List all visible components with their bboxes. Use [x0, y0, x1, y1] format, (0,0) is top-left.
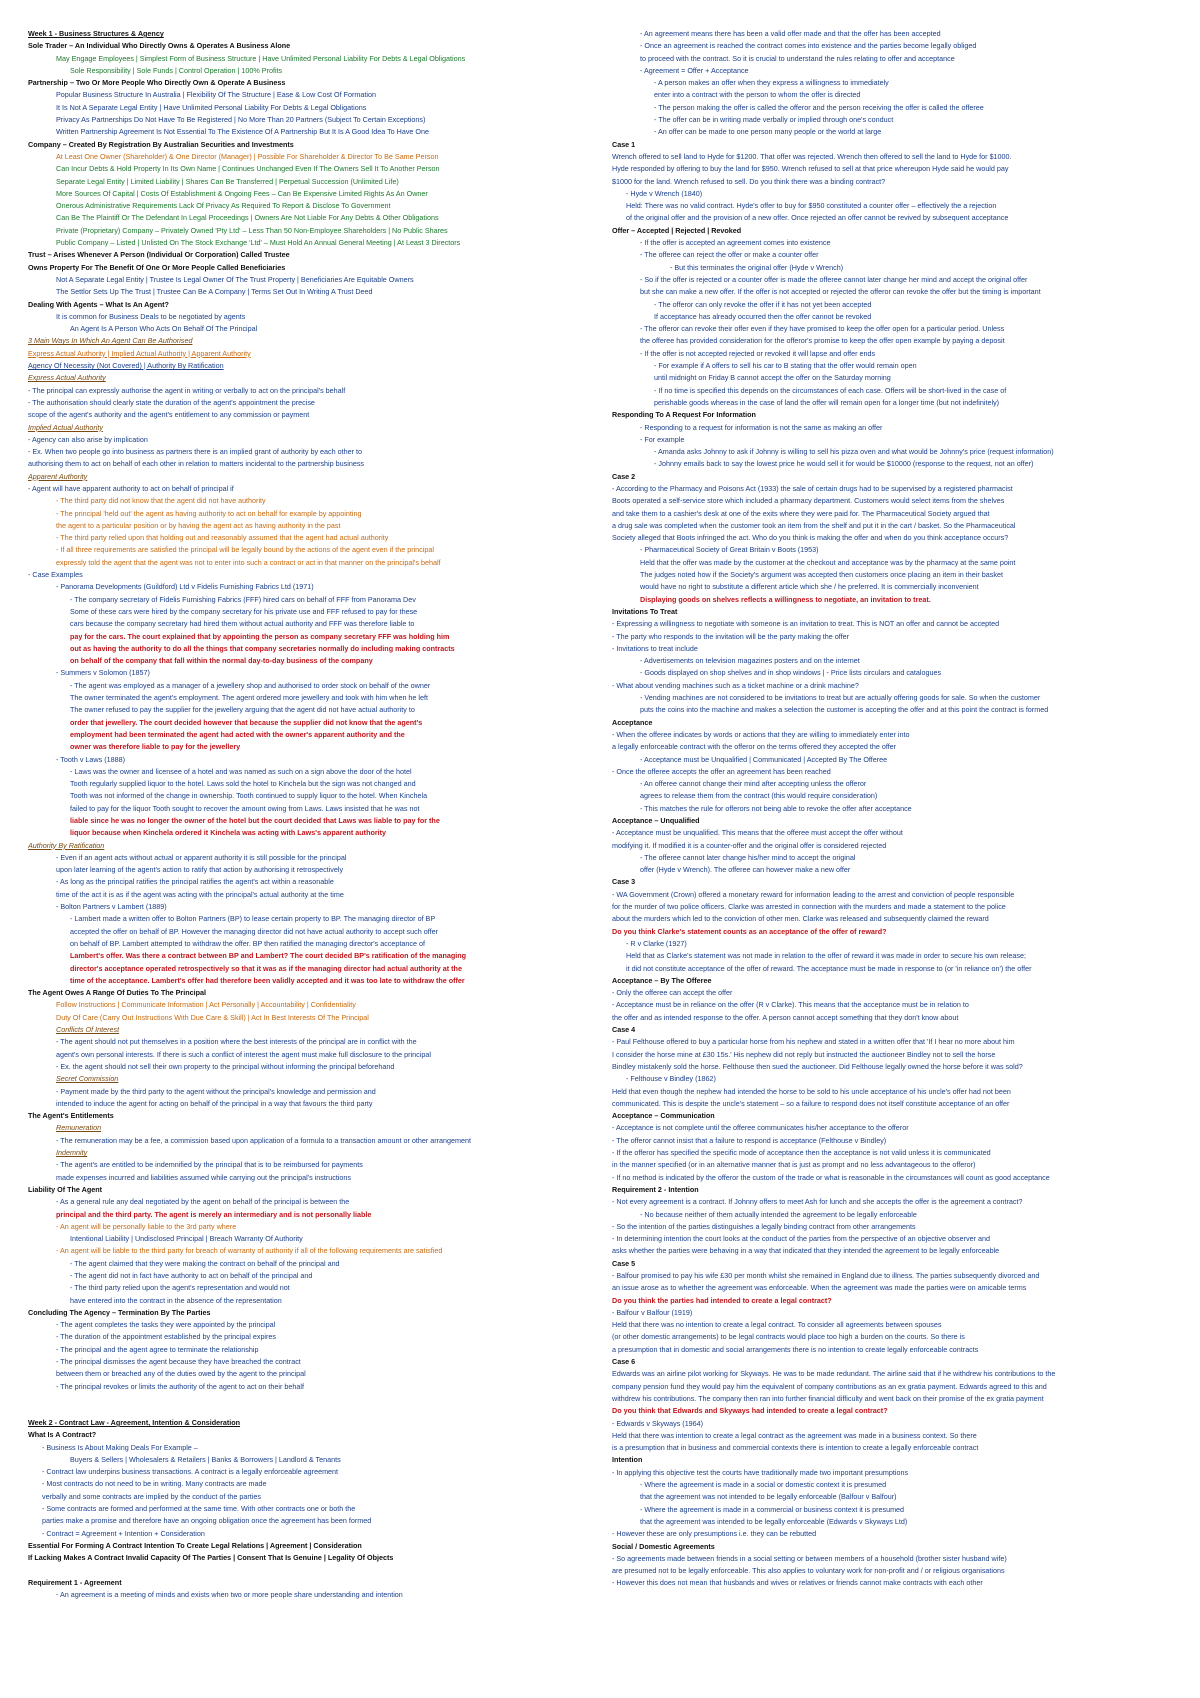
text-line: - Balfour promised to pay his wife £30 per month whilst she remained in England due to illness. The parties subsequently divorced and — [612, 1270, 1040, 1280]
text-line: - In determining intention the court looks at the conduct of the parties from the perspective of an objective observer and — [612, 1234, 990, 1244]
text-line: The Settlor Sets Up The Trust | Trustee Can Be A Company | Terms Set Out In Writing A Trust Deed — [56, 287, 373, 297]
text-line: to proceed with the contract. So it is crucial to understand the rules relating to offer and acceptance — [640, 53, 955, 63]
section-heading: Company – Created By Registration By Australian Securities and Investments — [28, 139, 294, 149]
text-line: Held that as Clarke's statement was not made in relation to the offer of reward it was made in order to secure his own release; — [626, 951, 1026, 961]
text-line: Intentional Liability | Undisclosed Principal | Breach Warranty Of Authority — [70, 1234, 303, 1244]
text-line: - The offeror can revoke their offer even if they have promised to keep the offer open for a particular period. Unless — [640, 324, 1005, 334]
text-line: - If no time is specified this depends on the circumstances of each case. Offers will be short-lived in the case of — [654, 385, 1007, 395]
text-line: - Balfour v Balfour (1919) — [612, 1307, 693, 1317]
text-line: Held that there was intention to create a legal contract as the agreement was made in a business context. So there — [612, 1430, 977, 1440]
text-line: Follow Instructions | Communicate Information | Act Personally | Accountability | Confidentiality — [56, 1000, 356, 1010]
text-line: - However this does not mean that husbands and wives or relatives or friends cannot make contracts with each other — [612, 1578, 983, 1588]
text-line: perishable goods whereas in the case of land the offer will remain open for a longer time (but not indefinitely) — [654, 397, 1000, 407]
text-line: - Invitations to treat include — [612, 643, 698, 653]
text-line: on behalf of BP. Lambert attempted to withdraw the offer. BP then ratified the managing director's acceptance of — [70, 938, 425, 948]
text-line: Secret Commission — [56, 1074, 119, 1084]
text-line: - However these are only presumptions i.e. they can be rebutted — [612, 1529, 817, 1539]
text-line — [28, 1393, 576, 1405]
text-line: company pension fund they would pay him the equivalent of company contributions as an ex gratia payment. Edwards agreed to this and — [612, 1381, 1047, 1391]
text-line: - This matches the rule for offerors not being able to revoke the offer after acceptance — [640, 803, 912, 813]
text-line: - The offeror cannot insist that a failure to respond is acceptance (Felthouse v Bindley) — [612, 1135, 887, 1145]
text-line: time of the act it is as if the agent was acting with the principal's actual authority at the time — [56, 889, 344, 899]
right-column — [612, 28, 1160, 1590]
text-line: Written Partnership Agreement Is Not Essential To The Existence Of A Partnership But It Is A Good Idea To Have One — [56, 127, 430, 137]
text-line: - Once the offeree accepts the offer an agreement has been reached — [612, 766, 831, 776]
text-line: on behalf of the company that fall within the normal day-to-day business of the company — [70, 656, 373, 666]
text-line: - Only the offeree can accept the offer — [612, 988, 733, 998]
section-heading: Dealing With Agents – What Is An Agent? — [28, 299, 169, 309]
text-line: - The offeror can only revoke the offer if it has not yet been accepted — [654, 299, 872, 309]
section-heading: Requirement 1 - Agreement — [28, 1577, 122, 1587]
text-line: Remuneration — [56, 1123, 102, 1133]
left-column — [28, 28, 576, 1601]
text-line: - WA Government (Crown) offered a monetary reward for information leading to the arrest and conviction of people responsible — [612, 889, 1015, 899]
text-line: - The company secretary of Fidelis Furnishing Fabrics (FFF) hired cars on behalf of FFF from Panorama Dev — [70, 594, 416, 604]
text-line: for the murder of two police officers. Clarke was arrested in connection with the murders and made a statement to the police — [612, 902, 1006, 912]
text-line: - Business Is About Making Deals For Example – — [42, 1442, 198, 1452]
text-line: made expenses incurred and liabilities assumed while carrying out the principal's instructions — [56, 1172, 352, 1182]
text-line: Wrench offered to sell land to Hyde for $1200. That offer was rejected. Wrench then offered to sell the land to Hyde for $1000. — [612, 151, 1012, 161]
text-line: - Not every agreement is a contract. If Johnny offers to meet Ash for lunch and she accepts the offer is the agreement a contract? — [612, 1197, 1023, 1207]
section-heading: Acceptance – By The Offeree — [612, 975, 712, 985]
text-line — [28, 1405, 576, 1417]
text-line: - Vending machines are not considered to be invitations to treat but are actually offering goods for sale. So when the customer — [640, 693, 1041, 703]
text-line: Do you think that Edwards and Skyways had intended to create a legal contract? — [612, 1406, 888, 1416]
text-line: - Acceptance must be Unqualified | Communicated | Accepted By The Offeree — [640, 754, 888, 764]
text-line: - Paul Felthouse offered to buy a particular horse from his nephew and stated in a written offer that 'If I hear no more about him — [612, 1037, 1015, 1047]
text-line: - Acceptance is not complete until the offeree communicates his/her acceptance to the offeror — [612, 1123, 909, 1133]
text-line: - An offeree cannot change their mind after accepting unless the offeror — [640, 779, 867, 789]
text-line: Can Be The Plaintiff Or The Defendant In Legal Proceedings | Owners Are Not Liable For Any Debts & Other Obligations — [56, 213, 439, 223]
text-line: time of the acceptance. Lambert's offer had therefore been validly accepted and it was too late to withdraw the offer — [70, 975, 465, 985]
section-heading: Case 5 — [612, 1258, 636, 1268]
text-line: - Ex. When two people go into business as partners there is an implied grant of authority by each other to — [28, 447, 363, 457]
text-line: - A person makes an offer when they express a willingness to immediately — [654, 78, 889, 88]
text-line: would have no right to substitute a different article which she / he preferred. It is commercially inconvenient — [640, 582, 979, 592]
text-line: - Johnny emails back to say the lowest price he would sell it for would be $10000 (response to the request, not an offer) — [654, 459, 1034, 469]
text-line: - The principal revokes or limits the authority of the agent to act on their behalf — [56, 1381, 304, 1391]
section-heading: Owns Property For The Benefit Of One Or More People Called Beneficiaries — [28, 262, 286, 272]
text-line: - Lambert made a written offer to Bolton Partners (BP) to lease certain property to BP. The managing director of BP — [70, 914, 436, 924]
section-heading: Acceptance – Communication — [612, 1111, 715, 1121]
text-line: - Even if an agent acts without actual or apparent authority it is still possible for the principal — [56, 852, 347, 862]
text-line: Bindley mistakenly sold the horse. Felthouse then sued the auctioneer. Did Felthouse legally owned the horse before it was sold? — [612, 1061, 1023, 1071]
text-line: out as having the authority to do all the things that company secretaries normally do including making contracts — [70, 643, 455, 653]
text-line: - According to the Pharmacy and Poisons Act (1933) the sale of certain drugs had to be supervised by a registered pharmacist — [612, 483, 1013, 493]
text-line: until midnight on Friday B cannot accept the offer on the Saturday morning — [654, 373, 891, 383]
section-heading: Concluding The Agency – Termination By The Parties — [28, 1307, 211, 1317]
text-line: Held that there was no intention to create a legal contract. To consider all agreements between spouses — [612, 1320, 942, 1330]
text-line: - In applying this objective test the courts have traditionally made two important presumptions — [612, 1467, 909, 1477]
text-line: - The authorisation should clearly state the duration of the agent's appointment the precise — [28, 397, 315, 407]
section-heading: Essential For Forming A Contract Intention To Create Legal Relations | Agreement | Consideration — [28, 1540, 362, 1550]
text-line: Held that even though the nephew had intended the horse to be sold to his uncle acceptance of his uncle's offer had not been — [612, 1086, 1011, 1096]
text-line: - The agent's are entitled to be indemnified by the principal that is to be reimbursed for payments — [56, 1160, 363, 1170]
text-line: I consider the horse mine at £30 15s.' His nephew did not reply but instructed the auctioneer Bindley not to sell the horse — [612, 1049, 996, 1059]
text-line: - The third party relied upon that holding out and reasonably assumed that the agent had actual authority — [56, 533, 389, 543]
text-line: puts the coins into the machine and makes a selection the customer is accepting the offer and at this point the contract is formed — [640, 705, 1049, 715]
text-line: - Goods displayed on shop shelves and in shop windows | - Price lists circulars and catalogues — [640, 668, 942, 678]
text-line: May Engage Employees | Simplest Form of Business Structure | Have Unlimited Personal Liability For Debts & Legal Obligations — [56, 53, 466, 63]
text-line: - The offer can be in writing made verbally or implied through one's conduct — [654, 115, 894, 125]
text-line: - If the offeror has specified the specific mode of acceptance then the acceptance is not valid unless it is communicated — [612, 1148, 991, 1158]
section-heading: The Agent's Entitlements — [28, 1111, 114, 1121]
text-line: - As long as the principal ratifies the principal ratifies the agent's act within a reasonable — [56, 877, 334, 887]
text-line: The owner terminated the agent's employment. The agent ordered more jewellery and took with him when he left — [70, 693, 429, 703]
text-line: of the original offer and the provision of a new offer. Once rejected an offer cannot be revived by subsequent acceptance — [626, 213, 1009, 223]
section-heading: Requirement 2 - Intention — [612, 1184, 699, 1194]
text-line: scope of the agent's authority and the agent's entitlement to any commission or payment — [28, 410, 310, 420]
text-line: agent's own personal interests. If there is such a conflict of interest the agent must make full disclosure to the principal — [56, 1049, 431, 1059]
text-line: but she can make a new offer. If the offer is not accepted or rejected the offeror can revoke the offer but the timing is important — [640, 287, 1041, 297]
text-line: Held that the offer was made by the customer at the checkout and acceptance was by the pharmacy at the same point — [640, 557, 1016, 567]
text-line: - Some contracts are formed and performed at the same time. With other contracts one or both the — [42, 1504, 356, 1514]
text-line: a legally enforceable contract with the offeror on the terms offered they accepted the offer — [612, 742, 897, 752]
text-line: - Felthouse v Bindley (1862) — [626, 1074, 716, 1084]
section-heading: Offer – Accepted | Rejected | Revoked — [612, 225, 742, 235]
text-line: have entered into the contract in the absence of the representation — [70, 1295, 282, 1305]
text-line: - Pharmaceutical Society of Great Britain v Boots (1953) — [640, 545, 819, 555]
text-line: Popular Business Structure In Australia | Flexibility Of The Structure | Ease & Low Cost Of Formation — [56, 90, 376, 100]
text-line: a presumption that in domestic and social arrangements there is no intention to create legally enforceable contracts — [612, 1344, 979, 1354]
text-line: Do you think the parties had intended to create a legal contract? — [612, 1295, 832, 1305]
text-line: - The agent claimed that they were making the contract on behalf of the principal and — [70, 1258, 340, 1268]
section-heading: Case 3 — [612, 877, 636, 887]
section-heading: Liability Of The Agent — [28, 1184, 103, 1194]
text-line: cars because the company secretary had hired them without actual authority and FFF was therefore liable to — [70, 619, 415, 629]
text-line: Do you think Clarke's statement counts as an acceptance of the offer of reward? — [612, 926, 887, 936]
section-heading: The Agent Owes A Range Of Duties To The Principal — [28, 988, 206, 998]
text-line: Private (Proprietary) Company – Privately Owned 'Pty Ltd' – Less Than 50 Non-Employee Shareholders | No Public Shares — [56, 225, 448, 235]
text-line: parties make a promise and therefore have an ongoing obligation once the agreement has been formed — [42, 1516, 372, 1526]
text-line: The judges noted how if the Society's argument was accepted then customers once placing an item in their basket — [640, 570, 1003, 580]
text-line: - The agent did not in fact have authority to act on behalf of the principal and — [70, 1270, 313, 1280]
section-heading: Acceptance — [612, 717, 653, 727]
text-line: Separate Legal Entity | Limited Liability | Shares Can Be Transferred | Perpetual Succession (Unlimited Life) — [56, 176, 399, 186]
text-line: - The agent completes the tasks they were appointed by the principal — [56, 1320, 276, 1330]
text-line: an issue arose as to whether the agreement was enforceable. When the agreement was made the parties were on amicable terms — [612, 1283, 1027, 1293]
text-line: Can Incur Debts & Hold Property In Its Own Name | Continues Unchanged Even If The Owners Sell It To Another Person — [56, 164, 440, 174]
text-line: pay for the cars. The court explained that by appointing the person as company secretary FFF was holding him — [70, 631, 450, 641]
text-line: a drug sale was completed when the customer took an item from the shelf and put it in the cart / basket. So the Pharmaceutical — [612, 520, 1016, 530]
text-line: - An agent will be personally liable to the 3rd party where — [56, 1221, 237, 1231]
text-line: - Summers v Solomon (1857) — [56, 668, 150, 678]
text-line: - The principal can expressly authorise the agent in writing or verbally to act on the principal's behalf — [28, 385, 346, 395]
text-line: order that jewellery. The court decided however that because the supplier did not know that the agent's — [70, 717, 423, 727]
text-line: - Where the agreement is made in a social or domestic context it is presumed — [640, 1480, 887, 1490]
text-line: liquor because when Kinchela ordered it Kinchela was acting with Laws's apparent authority — [70, 828, 387, 838]
text-line: - Where the agreement is made in a commercial or business context it is presumed — [640, 1504, 905, 1514]
text-line: - When the offeree indicates by words or actions that they are willing to immediately enter into — [612, 729, 910, 739]
text-line: Buyers & Sellers | Wholesalers & Retailers | Banks & Borrowers | Landlord & Tenants — [70, 1454, 341, 1464]
text-line: accepted the offer on behalf of BP. However the managing director did not have actual authority to accept such offer — [70, 926, 438, 936]
text-line: Public Company – Listed | Unlisted On The Stock Exchange 'Ltd' – Must Hold An Annual General Meeting | At Least 3 Directors — [56, 238, 461, 248]
text-line: - The party who responds to the invitation will be the party making the offer — [612, 631, 850, 641]
text-line: - Expressing a willingness to negotiate with someone is an invitation to treat. This is NOT an offer and cannot be accepted — [612, 619, 1000, 629]
text-line: - The third party did not know that the agent did not have authority — [56, 496, 266, 506]
text-line: If acceptance has already occurred then the offer cannot be revoked — [654, 311, 872, 321]
text-line: Express Actual Authority — [28, 373, 106, 383]
section-heading: Intention — [612, 1455, 643, 1465]
text-line: failed to pay for the liquor Tooth sought to recover the amount owing from Laws. Laws insisted that he was not — [70, 803, 420, 813]
text-line: authorising them to act on behalf of each other in relation to matters incidental to the partnership business — [28, 459, 365, 469]
text-line: - Agreement = Offer + Acceptance — [640, 65, 749, 75]
text-line: - The principal 'held out' the agent as having authority to act on behalf for example by appointing — [56, 508, 362, 518]
section-heading: Case 4 — [612, 1025, 636, 1035]
text-line: liable since he was no longer the owner of the hotel but the court decided that Laws was liable to pay for the — [70, 816, 440, 825]
text-line: It is common for Business Deals to be negotiated by agents — [56, 311, 246, 321]
text-line: - For example — [640, 434, 685, 444]
text-line: More Sources Of Capital | Costs Of Establishment & Ongoing Fees – Can Be Expensive Limited Rights As An Owner — [56, 188, 428, 198]
text-line: - Agent will have apparent authority to act on behalf of principal if — [28, 483, 234, 493]
text-line: about the murders which led to the conviction of other men. Clarke was released and subsequently claimed the reward — [612, 914, 989, 924]
text-line: - The agent was employed as a manager of a jewellery shop and authorised to order stock on behalf of the owner — [70, 680, 431, 690]
text-line: owner was therefore liable to pay for the jewellery — [70, 742, 241, 752]
text-line: - Responding to a request for information is not the same as making an offer — [640, 422, 883, 432]
text-line: upon later learning of the agent's action to ratify that action by authorising it retrospectively — [56, 865, 344, 875]
section-heading: If Lacking Makes A Contract Invalid Capacity Of The Parties | Consent That Is Genuine | Legality Of Objects — [28, 1553, 394, 1563]
text-line: - Acceptance must be in reliance on the offer (R v Clarke). This means that the acceptance must be in relation to — [612, 1000, 969, 1010]
text-line: - Advertisements on television magazines posters and on the internet — [640, 656, 860, 666]
text-line: Lambert's offer. Was there a contract between BP and Lambert? The court decided BP's ratification of the managing — [70, 951, 467, 961]
text-line: - Once an agreement is reached the contract comes into existence and the parties become legally obliged — [640, 41, 977, 51]
text-line: - So the intention of the parties distinguishes a legally binding contract from other arrangements — [612, 1221, 916, 1231]
text-line: - Case Examples — [28, 570, 83, 580]
text-line: - Tooth v Laws (1888) — [56, 754, 125, 764]
text-line: - Edwards v Skyways (1964) — [612, 1418, 704, 1428]
text-line: (or other domestic arrangements) to be legal contracts would place too high a burden on the courts. So there is — [612, 1332, 965, 1342]
text-line: expressly told the agent that the agent was not to enter into such a contract or act in that manner on the principal's behalf — [56, 557, 441, 567]
text-line: - An agent will be liable to the third party for breach of warranty of authority if all of the following requirements are satisfied — [56, 1246, 443, 1256]
section-heading: Case 2 — [612, 471, 636, 481]
text-line: Tooth regularly supplied liquor to the hotel. Laws sold the hotel to Kinchela but the sign was not changed and — [70, 779, 416, 789]
text-line: Duty Of Care (Carry Out Instructions With Due Care & Skill) | Act In Best Interests Of The Principal — [56, 1012, 369, 1022]
text-line: Conflicts Of Interest — [56, 1025, 120, 1035]
section-heading: Case 1 — [612, 139, 636, 149]
text-line: - If all three requirements are satisfied the principal will be legally bound by the actions of the agent even if the principal — [56, 545, 434, 555]
text-line: communicated. This is despite the uncle's statement – so a failure to respond does not itself constitute acceptance of an offer — [612, 1098, 1010, 1108]
text-line: - No because neither of them actually intended the agreement to be legally enforceable — [640, 1209, 917, 1219]
text-line: Some of these cars were hired by the company secretary for his private use and FFF refused to pay for these — [70, 606, 418, 616]
text-line: - The agent should not put themselves in a position where the best interests of the principal are in conflict with the — [56, 1037, 417, 1047]
text-line: principal and the third party. The agent is merely an intermediary and is not personally liable — [56, 1209, 372, 1219]
text-line — [28, 1565, 576, 1577]
section-heading: Sole Trader – An Individual Who Directly Owns & Operates A Business Alone — [28, 41, 291, 51]
text-line: Boots operated a self-service store which included a pharmacy department. Customers would select items from the shelves — [612, 496, 1005, 506]
text-line: is a presumption that in business and commercial contexts there is intention to create a legally enforceable contract — [612, 1443, 979, 1453]
text-line: - Amanda asks Johnny to ask if Johnny is willing to sell his pizza oven and what would be Johnny's price (request information) — [654, 447, 1054, 457]
text-line: Tooth was not informed of the change in ownership. Tooth continued to supply liquor to the hotel. When Kinchela — [70, 791, 428, 801]
section-heading: What Is A Contract? — [28, 1430, 97, 1440]
text-line: that the agreement was not intended to be legally enforceable (Balfour v Balfour) — [640, 1492, 897, 1502]
text-line: - Most contracts do not need to be in writing. Many contracts are made — [42, 1479, 267, 1489]
text-line: - The offeree cannot later change his/her mind to accept the original — [640, 852, 856, 862]
text-line: - What about vending machines such as a ticket machine or a drink machine? — [612, 680, 859, 690]
text-line: verbally and some contracts are implied by the conduct of the parties — [42, 1491, 261, 1501]
section-heading: Partnership – Two Or More People Who Directly Own & Operate A Business — [28, 78, 286, 88]
text-line: modifying it. If modified it is a counter-offer and the original offer is considered rejected — [612, 840, 887, 850]
text-line: - The offeree can reject the offer or make a counter offer — [640, 250, 819, 260]
text-line: that the agreement was intended to be legally enforceable (Edwards v Skyways Ltd) — [640, 1516, 908, 1526]
text-line: - Bolton Partners v Lambert (1889) — [56, 902, 167, 912]
text-line: - Payment made by the third party to the agent without the principal's knowledge and permission and — [56, 1086, 376, 1096]
text-line: are presumed not to be legally enforceable. This also applies to voluntary work for non-profit and / or religious organisations — [612, 1566, 1005, 1576]
text-line: - Acceptance must be unqualified. This means that the offeree must accept the offer without — [612, 828, 903, 838]
text-line: the agent to a particular position or by having the agent act as having authority in the past — [56, 520, 341, 530]
text-line: withdrew his contributions. The company then ran into further financial difficulty and went back on their promise of the ex gratia payment — [612, 1393, 1044, 1403]
text-line: - The principal and the agent agree to terminate the relationship — [56, 1344, 259, 1354]
text-line: Hyde responded by offering to buy the land for $950. Wrench refused to sell at that price whereupon Hyde said he would pay — [612, 164, 1009, 174]
text-line: Not A Separate Legal Entity | Trustee Is Legal Owner Of The Trust Property | Beneficiaries Are Equitable Owners — [56, 274, 414, 284]
text-line: employment had been terminated the agent had acted with the owner's apparent authority and the — [70, 729, 405, 739]
text-line: - The person making the offer is called the offeror and the person receiving the offer is called the offeree — [654, 102, 984, 112]
text-line: Sole Responsibility | Sole Funds | Control Operation | 100% Profits — [70, 65, 283, 75]
text-line: Express Actual Authority | Implied Actual Authority | Apparent Authority — [28, 348, 251, 358]
text-line: enter into a contract with the person to whom the offer is directed — [654, 90, 861, 100]
text-line: - Panorama Developments (Guildford) Ltd v Fidelis Furnishing Fabrics Ltd (1971) — [56, 582, 314, 592]
text-line: - If the offer is not accepted rejected or revoked it will lapse and offer ends — [640, 348, 876, 358]
text-line: - Laws was the owner and licensee of a hotel and was named as such on a sign above the door of the hotel — [70, 766, 412, 776]
section-heading: Trust – Arises Whenever A Person (Individual Or Corporation) Called Trustee — [28, 250, 290, 260]
text-line: - So agreements made between friends in a social setting or between members of a household (brother sister husband wife) — [612, 1553, 1007, 1563]
text-line: in the manner specified (or in an alternative manner that is just as prompt and no less advantageous to the offeror) — [612, 1160, 976, 1170]
text-line: intended to induce the agent for acting on behalf of the principal in a way that favours the third party — [56, 1098, 373, 1108]
text-line: - An agreement means there has been a valid offer made and that the offer has been accepted — [640, 29, 941, 38]
section-heading: Week 2 - Contract Law - Agreement, Intention & Consideration — [28, 1417, 241, 1427]
text-line: - R v Clarke (1927) — [626, 938, 687, 948]
text-line: - If no method is indicated by the offeror the custom of the trade or what is reasonable in the circumstances will count as good acceptance — [612, 1172, 1050, 1182]
text-line: - Contract = Agreement + Intention + Consideration — [42, 1528, 205, 1538]
text-line: and take them to a cashier's desk at one of the exits where they were paid for. The Pharmaceutical Society argued that — [612, 508, 990, 518]
text-line: Society alleged that Boots infringed the act. Who do you think is making the offer and when do you think acceptance occurs? — [612, 533, 1009, 543]
text-line: - The third party relied upon the agent's representation and would not — [70, 1283, 290, 1293]
text-line: director's acceptance operated retrospectively so that it was as if the managing director had actual authority at the — [70, 963, 462, 973]
text-line: - Hyde v Wrench (1840) — [626, 188, 703, 198]
text-line: - The duration of the appointment established by the principal expires — [56, 1332, 277, 1342]
text-line: Agency Of Necessity (Not Covered) | Authority By Ratification — [28, 361, 224, 371]
section-heading: Responding To A Request For Information — [612, 410, 756, 420]
text-line: Held: There was no valid contract. Hyde's offer to buy for $950 constituted a counter offer – effectively the a rejection — [626, 201, 997, 211]
text-line: - The principal dismisses the agent because they have breached the contract — [56, 1357, 301, 1367]
text-line: It Is Not A Separate Legal Entity | Have Unlimited Personal Liability For Debts & Legal Obligations — [56, 102, 367, 112]
text-line: 3 Main Ways In Which An Agent Can Be Authorised — [28, 336, 193, 346]
text-line: agrees to release them from the contract (this would require consideration) — [640, 791, 878, 801]
text-line: the offeree has provided consideration for the offeror's promise to keep the offer open example by paying a deposit — [640, 336, 1005, 346]
section-heading: Invitations To Treat — [612, 606, 678, 616]
text-line: - If the offer is accepted an agreement comes into existence — [640, 238, 831, 248]
text-line: the offer and as intended response to the offer. A person cannot accept something that they don't know about — [612, 1012, 959, 1022]
text-line: offer (Hyde v Wrench). The offeree can however make a new offer — [640, 865, 851, 875]
text-line: Displaying goods on shelves reflects a willingness to negotiate, an invitation to treat. — [640, 594, 931, 604]
text-line: Authority By Ratification — [28, 840, 105, 850]
text-line: Onerous Administrative Requirements Lack Of Privacy As Required To Report & Disclose To Government — [56, 201, 391, 211]
text-line: - For example if A offers to sell his car to B stating that the offer would remain open — [654, 361, 917, 371]
text-line: $1000 for the land. Wrench refused to sell. Do you think there was a binding contract? — [612, 176, 886, 186]
section-heading: Social / Domestic Agreements — [612, 1541, 715, 1551]
text-line: At Least One Owner (Shareholder) & One Director (Manager) | Possible For Shareholder & Director To Be Same Person — [56, 151, 439, 161]
text-line: The owner refused to pay the supplier for the jewellery arguing that the agent did not have actual authority to — [70, 705, 415, 715]
text-line: Indemnity — [56, 1148, 88, 1158]
text-line: - An agreement is a meeting of minds and exists when two or more people share understanding and intention — [56, 1589, 403, 1599]
text-line: - Ex. the agent should not sell their own property to the principal without informing the principal beforehand — [56, 1061, 395, 1071]
section-heading: Week 1 - Business Structures & Agency — [28, 29, 164, 38]
text-line: - But this terminates the original offer (Hyde v Wrench) — [670, 262, 844, 272]
text-line: - Agency can also arise by implication — [28, 434, 148, 444]
text-line: Privacy As Partnerships Do Not Have To Be Registered | No More Than 20 Partners (Subject To Certain Exceptions) — [56, 115, 426, 125]
text-line: - An offer can be made to one person many people or the world at large — [654, 127, 882, 137]
section-heading: Acceptance – Unqualified — [612, 816, 700, 825]
text-line: - Contract law underpins business transactions. A contract is a legally enforceable agreement — [42, 1467, 339, 1477]
text-line: it did not constitute acceptance of the offer of reward. The acceptance must be made in response to (or 'in reliance on') the offer — [626, 963, 1032, 973]
text-line: An Agent Is A Person Who Acts On Behalf Of The Principal — [70, 324, 258, 334]
text-line: Implied Actual Authority — [28, 422, 103, 432]
text-line: between them or breached any of the duties owed by the agent to the principal — [56, 1369, 306, 1379]
text-line: Apparent Authority — [28, 471, 88, 481]
text-line: Edwards was an airline pilot working for Skyways. He was to be made redundant. The airline said that if he withdrew his contributions to the — [612, 1369, 1056, 1379]
text-line: - The remuneration may be a fee, a commission based upon application of a formula to a transaction amount or other arrangement — [56, 1135, 471, 1145]
text-line: - So if the offer is rejected or a counter offer is made the offeree cannot later change her mind and accept the original offer — [640, 274, 1028, 284]
text-line: - As a general rule any deal negotiated by the agent on behalf of the principal is between the — [56, 1197, 350, 1207]
section-heading: Case 6 — [612, 1357, 636, 1367]
text-line: asks whether the parties were behaving in a way that indicated that they intended the agreement to be legally enforceable — [612, 1246, 1000, 1256]
